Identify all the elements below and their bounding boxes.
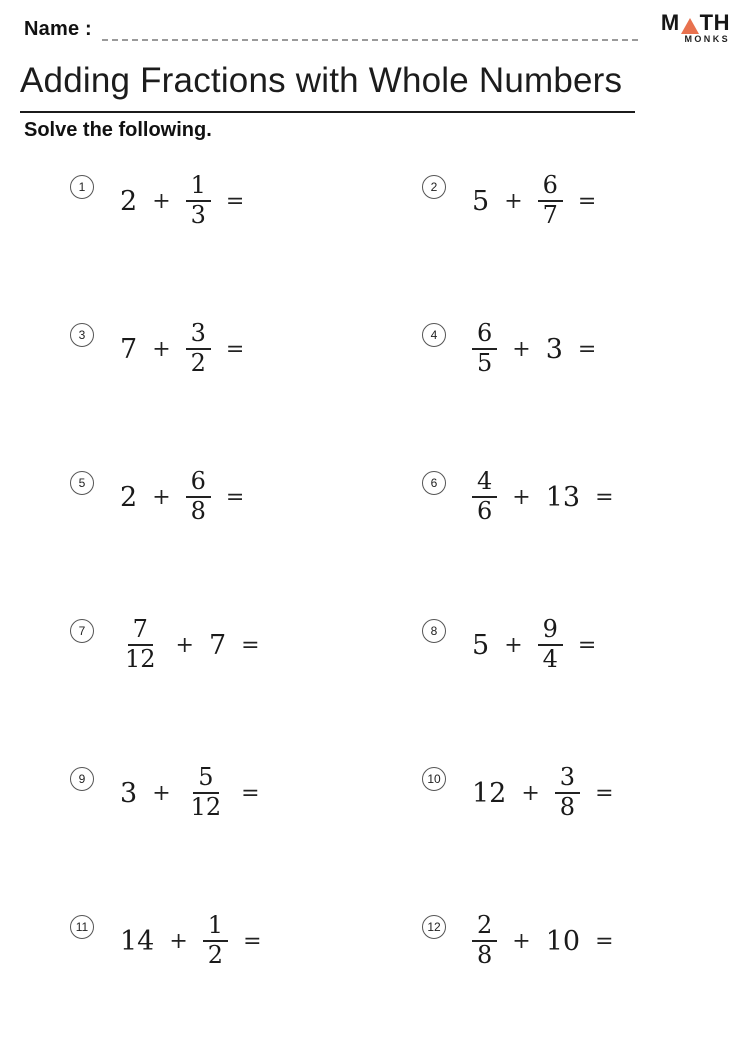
fraction-numerator: 9 xyxy=(538,616,563,646)
problem-item xyxy=(422,612,730,760)
fraction xyxy=(472,320,497,377)
fraction xyxy=(203,912,228,969)
equals-sign: = xyxy=(577,336,597,362)
equals-sign: = xyxy=(595,928,614,954)
equals-sign: = xyxy=(241,632,260,658)
plus-operator: + xyxy=(504,188,523,214)
fraction xyxy=(186,172,211,229)
whole-number: 2 xyxy=(120,185,138,217)
problem-number-badge: 3 xyxy=(70,323,94,347)
equation xyxy=(472,760,614,826)
triangle-icon xyxy=(681,18,699,34)
whole-number: 2 xyxy=(120,481,138,513)
equation xyxy=(120,760,260,826)
fraction-numerator: 3 xyxy=(555,764,580,794)
fraction xyxy=(120,616,161,673)
fraction xyxy=(186,320,211,377)
equation xyxy=(472,316,596,382)
fraction-numerator: 4 xyxy=(472,468,497,498)
logo-wordmark xyxy=(661,12,730,34)
problems-grid xyxy=(70,168,730,1050)
fraction-denominator: 4 xyxy=(542,645,558,673)
plus-operator: + xyxy=(512,484,531,510)
whole-number: 14 xyxy=(120,925,155,957)
fraction xyxy=(538,616,563,673)
whole-number: 7 xyxy=(120,333,138,365)
plus-operator: + xyxy=(512,928,531,954)
problem-number-badge: 4 xyxy=(422,323,446,347)
fraction-numerator: 6 xyxy=(538,172,563,202)
problem-number-badge: 12 xyxy=(422,915,446,939)
equals-sign: = xyxy=(577,188,597,214)
fraction-numerator: 1 xyxy=(203,912,228,942)
fraction-numerator: 3 xyxy=(186,320,211,350)
equation xyxy=(472,612,596,678)
plus-operator: + xyxy=(152,336,171,362)
whole-number: 13 xyxy=(545,481,581,513)
equals-sign: = xyxy=(225,336,245,362)
problem-item xyxy=(422,760,730,908)
equation xyxy=(472,464,614,530)
problem-item xyxy=(70,316,422,464)
fraction-denominator: 7 xyxy=(542,201,558,229)
problem-number-badge: 10 xyxy=(422,767,446,791)
logo-letters-th: TH xyxy=(699,10,730,35)
equals-sign: = xyxy=(595,484,614,510)
equation xyxy=(120,612,260,678)
whole-number: 5 xyxy=(472,185,490,217)
whole-number: 7 xyxy=(208,629,227,661)
problem-number-badge: 7 xyxy=(70,619,94,643)
plus-operator: + xyxy=(169,928,188,954)
problem-item xyxy=(70,464,422,612)
problem-item xyxy=(70,908,422,1050)
problem-item xyxy=(70,760,422,908)
problem-number-badge: 5 xyxy=(70,471,94,495)
math-monks-logo xyxy=(661,12,730,44)
fraction-numerator: 7 xyxy=(128,616,153,646)
fraction-numerator: 2 xyxy=(472,912,497,942)
problem-item xyxy=(70,612,422,760)
equation xyxy=(472,168,596,234)
name-label: Name : xyxy=(24,18,92,40)
fraction-denominator: 8 xyxy=(477,941,493,969)
fraction-denominator: 5 xyxy=(477,349,493,377)
plus-operator: + xyxy=(512,336,531,362)
name-row xyxy=(24,18,638,41)
plus-operator: + xyxy=(152,484,171,510)
plus-operator: + xyxy=(175,632,194,658)
fraction-denominator: 6 xyxy=(477,497,493,525)
plus-operator: + xyxy=(521,780,540,806)
whole-number: 5 xyxy=(472,629,490,661)
problem-number-badge: 8 xyxy=(422,619,446,643)
fraction-numerator: 6 xyxy=(472,320,497,350)
title-underline xyxy=(20,111,635,113)
logo-monks-text: MONKS xyxy=(684,34,730,44)
whole-number: 12 xyxy=(472,777,507,809)
equation xyxy=(120,908,262,974)
fraction-denominator: 2 xyxy=(207,941,224,969)
fraction xyxy=(186,468,211,525)
problem-number-badge: 2 xyxy=(422,175,446,199)
fraction-denominator: 12 xyxy=(125,645,156,673)
problem-number-badge: 6 xyxy=(422,471,446,495)
equals-sign: = xyxy=(577,632,597,658)
fraction-numerator: 1 xyxy=(186,172,211,202)
problem-item xyxy=(70,168,422,316)
problem-item xyxy=(422,908,730,1050)
logo-letter-m: M xyxy=(660,10,680,35)
fraction-denominator: 12 xyxy=(190,793,222,821)
equals-sign: = xyxy=(243,928,262,954)
problem-number-badge: 1 xyxy=(70,175,94,199)
whole-number: 3 xyxy=(545,333,563,365)
problem-item xyxy=(422,168,730,316)
problem-item xyxy=(422,316,730,464)
plus-operator: + xyxy=(152,188,171,214)
equation xyxy=(472,908,614,974)
whole-number: 3 xyxy=(120,777,138,809)
fraction xyxy=(186,764,227,821)
name-fill-line xyxy=(102,21,638,41)
equation xyxy=(120,464,244,530)
equals-sign: = xyxy=(595,780,614,806)
instruction-text: Solve the following. xyxy=(24,119,212,141)
equation xyxy=(120,316,244,382)
equals-sign: = xyxy=(225,484,245,510)
plus-operator: + xyxy=(504,632,523,658)
equals-sign: = xyxy=(241,780,260,806)
fraction-denominator: 8 xyxy=(559,793,576,821)
fraction-denominator: 8 xyxy=(190,497,206,525)
fraction-numerator: 6 xyxy=(186,468,211,498)
problem-number-badge: 9 xyxy=(70,767,94,791)
plus-operator: + xyxy=(152,780,171,806)
page-title: Adding Fractions with Whole Numbers xyxy=(20,61,623,100)
fraction xyxy=(472,468,497,525)
fraction-numerator: 5 xyxy=(193,764,218,794)
fraction-denominator: 3 xyxy=(190,201,206,229)
fraction xyxy=(538,172,563,229)
equation xyxy=(120,168,244,234)
fraction-denominator: 2 xyxy=(190,349,206,377)
whole-number: 10 xyxy=(545,925,581,957)
fraction xyxy=(555,764,580,821)
problem-item xyxy=(422,464,730,612)
fraction xyxy=(472,912,497,969)
equals-sign: = xyxy=(225,188,245,214)
problem-number-badge: 11 xyxy=(70,915,94,939)
